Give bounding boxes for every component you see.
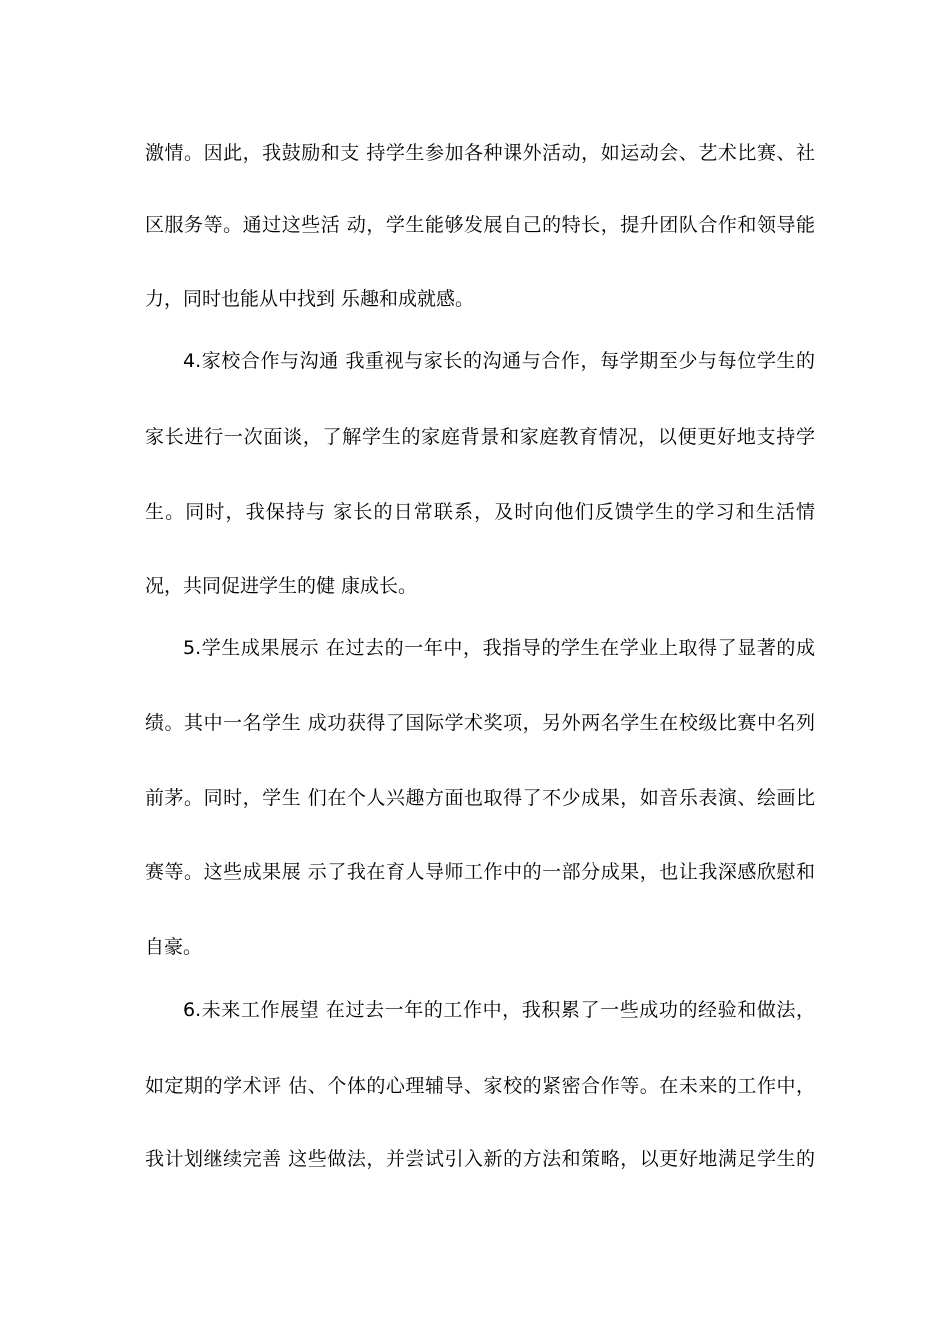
text-line: 况，共同促进学生的健 康成长。: [145, 575, 418, 597]
text-line: 力，同时也能从中找到 乐趣和成就感。: [145, 288, 475, 310]
text-line: 绩。其中一名学生 成功获得了国际学术奖项，另外两名学生在校级比赛中名列: [145, 712, 815, 734]
text-line: 赛等。这些成果展 示了我在育人导师工作中的一部分成果，也让我深感欣慰和: [145, 861, 815, 883]
text-line: 我计划继续完善 这些做法，并尝试引入新的方法和策略，以更好地满足学生的: [145, 1148, 815, 1170]
text-line: 4.家校合作与沟通 我重视与家长的沟通与合作，每学期至少与每位学生的: [183, 350, 815, 372]
text-line: 5.学生成果展示 在过去的一年中，我指导的学生在学业上取得了显著的成: [183, 637, 815, 659]
text-line: 激情。因此，我鼓励和支 持学生参加各种课外活动，如运动会、艺术比赛、社: [145, 142, 815, 164]
text-line: 自豪。: [145, 936, 203, 958]
text-line: 家长进行一次面谈，了解学生的家庭背景和家庭教育情况，以便更好地支持学: [145, 426, 815, 448]
text-line: 前茅。同时，学生 们在个人兴趣方面也取得了不少成果，如音乐表演、绘画比: [145, 787, 815, 809]
text-line: 区服务等。通过这些活 动，学生能够发展自己的特长，提升团队合作和领导能: [145, 214, 815, 236]
text-line: 生。同时，我保持与 家长的日常联系，及时向他们反馈学生的学习和生活情: [145, 501, 815, 523]
text-line: 6.未来工作展望 在过去一年的工作中，我积累了一些成功的经验和做法，: [183, 999, 815, 1021]
text-line: 如定期的学术评 估、个体的心理辅导、家校的紧密合作等。在未来的工作中，: [145, 1075, 815, 1097]
